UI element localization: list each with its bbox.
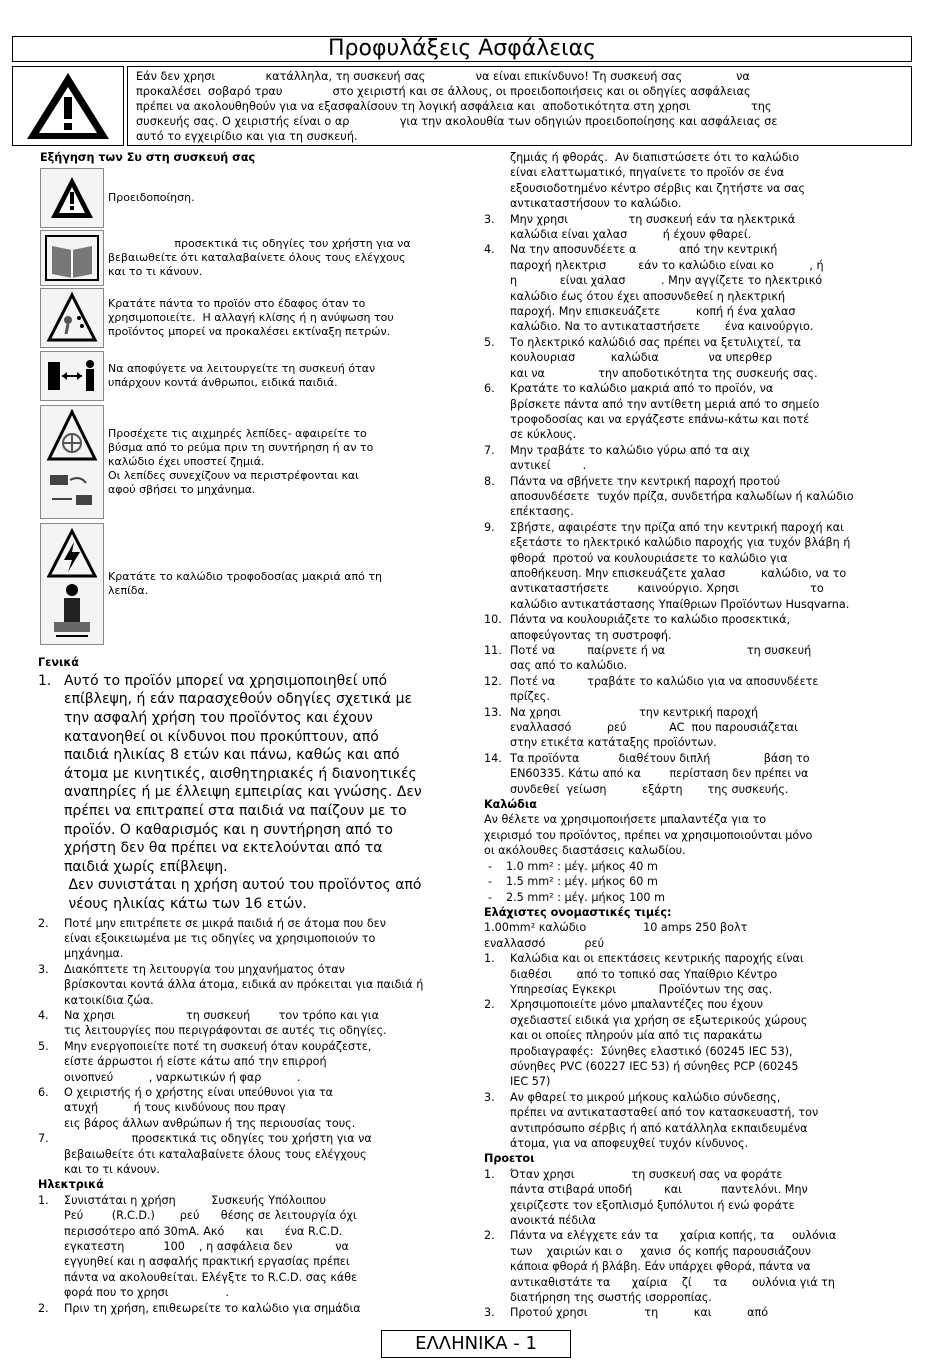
symbol-text: Κρατάτε πάντα το προϊόν στο έδαφος όταν το χρησιμοποιείτε. Η αλλαγή κλίσης ή η ανύψωση του προϊόντος μπορεί να προκαλέσει εκτίναξη πετρών. xyxy=(108,297,394,339)
symbol-row xyxy=(40,403,468,521)
list-item xyxy=(484,1305,924,1320)
item-number: 9. xyxy=(484,520,495,534)
symbol-row xyxy=(40,349,468,403)
list-item xyxy=(38,1008,468,1039)
list-item xyxy=(484,242,924,334)
list-item xyxy=(38,1131,468,1177)
item-number: 2. xyxy=(484,998,495,1012)
sharp-blades-icon xyxy=(40,405,104,519)
item-text: Σβήστε, αφαιρέστε την πρίζα από την κεντρική παροχή και εξετάστε το ηλεκτρικό καλώδιο παροχής για τυχόν βλάβη ή φθορά προτού να κουλουριάσετε το καλώδιο για αποθήκευση. Μην επισκευάζετε χαλασ καλώδιο, να το αντικαταστήσετε καινούργιο. Χρησι το καλώδιο αντικατάστασης Υπαίθριων Προϊόντων Husqvarna. xyxy=(510,520,851,611)
item-text: Το ηλεκτρικό καλώδιό σας πρέπει να ξετυλιχτεί, τα κουλουριασ καλώδια να υπερθερ και να την αποδοτικότητα της συσκευής σας. xyxy=(510,335,818,380)
item-number: 6. xyxy=(484,382,495,396)
item-text: Προτού χρησι τη και από xyxy=(510,1306,769,1320)
item-text: Πάντα να σβήνετε την κεντρική παροχή προτού αποσυνδέσετε τυχόν πρίζα, συνδετήρα καλωδίων ή καλώδιο επέκτασης. xyxy=(510,474,854,519)
item-text: Να την αποσυνδέετε α από την κεντρική παροχή ηλεκτρισ εάν το καλώδιο είναι κο , ή η είναι χαλασ . Μην αγγίζετε το ηλεκτρικό καλώδιο έως ότου έχει αποσυνδεθεί η ηλεκτρική παροχή. Μην επισκευάζετε κοπή ή ένα χαλασ καλώδιο. Να το αντικαταστήσετε ένα καινούργιο. xyxy=(510,243,824,334)
list-item: - 2.5 mm² : μέγ. μήκος 100 m xyxy=(488,890,665,904)
item-number: 1. xyxy=(484,952,495,966)
right-continuation-text: ζημιάς ή φθοράς. Αν διαπιστώσετε ότι το καλώδιο είναι ελαττωματικό, πηγαίνετε το προϊόν σε ένα εξουσιοδοτημένο κέντρο σέρβις και ζητήστε να σας αντικαταστήσουν το καλώδιο. xyxy=(510,151,806,211)
item-text: Όταν χρησι τη συσκευή σας να φοράτε πάντα στιβαρά υποδή και παντελόνι. Μην χειρίζεστε τον εξοπλισμό ξυπόλυτοι ή ενώ φοράτε ανοικτά πέδιλα xyxy=(510,1167,808,1228)
item-text: Να χρησι την κεντρική παροχή εναλλασσό ρεύ AC που παρουσιάζεται στην ετικέτα κατάταξης προϊόντων. xyxy=(510,705,798,750)
item-number: 5. xyxy=(38,1039,49,1053)
cables-title: Καλώδια xyxy=(484,798,537,812)
item-text: 2.5 mm² : μέγ. μήκος 100 m xyxy=(506,890,665,904)
item-text: Μην ενεργοποιείτε ποτέ τη συσκευή όταν κουράζεστε, είστε άρρωστοι ή είστε κάτω από την επιρροή οινοπνεύ , ναρκωτικών ή φαρ . xyxy=(64,1039,372,1084)
item-text: Να χρησι τη συσκευή τον τρόπο και για τις λειτουργίες που περιγράφονται σε αυτές τις οδηγίες. xyxy=(64,1008,387,1038)
item-text: Ο χειριστής ή ο χρήστης είναι υπεύθυνοι για τα ατυχή ή τους κινδύνους που πραγ εις βάρος άλλων ανθρώπων ή της περιουσίας τους. xyxy=(64,1086,356,1130)
list-item xyxy=(484,751,924,797)
list-item xyxy=(484,443,924,474)
item-number: 2. xyxy=(484,1229,495,1243)
warning-triangle-icon xyxy=(40,168,104,228)
item-text: Πάντα να κουλουριάζετε το καλώδιο προσεκτικά, αποφεύγοντας τη συστροφή. xyxy=(510,613,791,642)
manual-book-icon xyxy=(40,230,104,286)
page-footer-label: ΕΛΛΗΝΙΚΑ - 1 xyxy=(381,1330,571,1358)
symbol-text: Προσέχετε τις αιχμηρές λεπίδες- αφαιρείτε το βύσμα από το ρεύμα πριν τη συντήρηση ή αν το καλώδιο έχει υποστεί ζημιά. Οι λεπίδες συνεχίζουν να περιστρέφονται και αφού σβήσει το μηχάνημα. xyxy=(108,427,374,497)
list-item xyxy=(484,1167,924,1229)
list-item xyxy=(484,951,924,997)
symbol-text: προσεκτικά τις οδηγίες του χρήστη για να βεβαιωθείτε ότι καταλαβαίνετε όλους τους ελέγχους και το τι κάνουν. xyxy=(108,237,411,279)
symbol-text: Προειδοποίηση. xyxy=(108,191,195,205)
item-number: 3. xyxy=(484,1306,495,1320)
list-item: - 1.5 mm² : μέγ. μήκος 60 m xyxy=(488,875,658,889)
item-text: προσεκτικά τις οδηγίες του χρήστη για να βεβαιωθείτε ότι καταλαβαίνετε όλους τους ελέγχους και το τι κάνουν. xyxy=(64,1132,372,1177)
item-number: 8. xyxy=(484,474,495,488)
item-text: 1.0 mm² : μέγ. μήκος 40 m xyxy=(506,859,658,873)
item-number: 3. xyxy=(484,212,495,226)
list-item xyxy=(484,643,924,674)
symbol-row xyxy=(40,521,468,647)
item-number: 7. xyxy=(38,1132,49,1146)
list-item xyxy=(484,520,924,612)
general-title: Γενικά xyxy=(38,656,79,670)
item-text: Πριν τη χρήση, επιθεωρείτε το καλώδιο για σημάδια xyxy=(64,1301,361,1315)
symbols-list xyxy=(40,167,468,647)
item-number: 1. xyxy=(484,1167,495,1181)
list-item: - 1.0 mm² : μέγ. μήκος 40 m xyxy=(488,859,658,873)
item-text: Κρατάτε το καλώδιο μακριά από το προϊόν, να βρίσκετε πάντα από την αντίθετη μεριά από το σημείο τροφοδοσίας και να εργάζεστε επάνω-κάτω και ποτέ σε κύκλους. xyxy=(510,382,820,442)
list-item xyxy=(38,672,468,914)
item-number: 5. xyxy=(484,335,495,349)
item-number: 4. xyxy=(38,1008,49,1022)
item-number: 14. xyxy=(484,751,502,765)
cables-list xyxy=(484,859,924,905)
item-text: Μην τραβάτε το καλώδιο γύρω από τα αιχ αντικεί . xyxy=(510,443,750,473)
item-text: Αυτό το προϊόν μπορεί να χρησιμοποιηθεί υπό επίβλεψη, ή εάν παρασχεθούν οδηγίες σχετικά με την ασφαλή χρήση του προϊόντος και έχουν κατανοηθεί οι κίνδυνοι που προκύπτουν, από παιδιά ηλικίας 8 ετών και πάνω, καθώς και από άτομα με κινητικές, αισθητηριακές ή διανοητικές αναπηρίες ή με έλλειψη εμπειρίας και γνώσης. Δεν πρέπει να επιτραπεί στα παιδιά να παίζουν με το προϊόν. Ο καθαρισμός και η συντήρηση από το χρήστη δεν θα πρέπει να εκτελούνται από τα παιδιά χωρίς επίβλεψη. Δεν συνιστάται η χρήση αυτού του προϊόντος από νέους ηλικίας κάτω των 16 ετών. xyxy=(64,672,422,912)
list-item xyxy=(38,1039,468,1085)
intro-section xyxy=(12,66,912,148)
list-item xyxy=(38,916,468,962)
warning-triangle-icon xyxy=(13,67,123,145)
item-number: 2. xyxy=(38,916,49,930)
symbol-row xyxy=(40,229,468,287)
ratings-list xyxy=(484,951,924,1151)
item-number: 7. xyxy=(484,443,495,457)
item-number: 11. xyxy=(484,644,502,657)
list-item xyxy=(484,335,924,381)
list-item xyxy=(484,674,924,705)
intro-text: Εάν δεν χρησι κατάλληλα, τη συσκευή σας να είναι επικίνδυνο! Τη συσκευή σας να προκαλέσει σοβαρό τραυ στο χειριστή και σε άλλους, οι προειδοποιήσεις και οι οδηγίες ασφάλειας πρέπει να ακολουθηθούν για να εξασφαλίσουν τη λογική ασφάλεια και αποδοτικότητα στη χρησι της συσκευής σας. Ο χειριστής είναι ο αρ για την ακολουθία των οδηγιών προειδοποίησης και ασφάλειας σε αυτό το εγχειρίδιο και για τη συσκευή. xyxy=(127,66,912,146)
prep-list xyxy=(484,1167,924,1321)
item-text: Συνιστάται η χρήση Συσκευής Υπόλοιπου Ρεύ (R.C.D.) ρεύ θέσης σε λειτουργία όχι περισσότερο από 30mA. Ακό και ένα R.C.D. εγκατεστη 100 , η ασφάλεια δεν να εγγυηθεί και η ασφαλής πρακτική εργασίας πρέπει πάντα να ακολουθείται. Ελέγξτε το R.C.D. σας κάθε φορά που το χρησι . xyxy=(64,1193,358,1300)
item-text: Διακόπτετε τη λειτουργία του μηχανήματος όταν βρίσκονται κοντά άλλα άτομα, ειδικά αν πρόκειται για παιδιά ή κατοικίδια ζώα. xyxy=(64,962,424,1007)
symbol-text: Κρατάτε το καλώδιο τροφοδοσίας μακριά από τη λεπίδα. xyxy=(108,570,382,598)
general-list xyxy=(38,672,468,1178)
list-item xyxy=(484,1228,924,1305)
item-number: 1. xyxy=(38,1193,49,1207)
list-item xyxy=(484,997,924,1089)
left-column xyxy=(38,150,468,1316)
item-number: 3. xyxy=(38,962,49,976)
prep-title: Προετοι xyxy=(484,1152,535,1166)
list-item xyxy=(484,1090,924,1152)
item-number: 4. xyxy=(484,243,495,257)
list-item xyxy=(38,1193,468,1301)
page-title: Προφυλάξεις Ασφάλειας xyxy=(12,36,912,62)
item-text: Αν φθαρεί το μικρού μήκους καλώδιο σύνδεσης, πρέπει να αντικατασταθεί από τον κατασκευαστή, τον αντιπρόσωπο σέρβις ή από κατάλληλα εκπαιδευμένα άτομα, για να αποφευχθεί τυχόν κίνδυνος. xyxy=(510,1090,819,1150)
item-number: 6. xyxy=(38,1086,49,1099)
electric-shock-icon xyxy=(40,523,104,645)
symbol-row xyxy=(40,287,468,349)
symbol-text: Να αποφύγετε να λειτουργείτε τη συσκευή όταν υπάρχουν κοντά άνθρωποι, ειδικά παιδιά. xyxy=(108,362,376,390)
list-item xyxy=(484,212,924,243)
item-number: 12. xyxy=(484,674,502,688)
list-item xyxy=(484,612,924,643)
item-text: 1.5 mm² : μέγ. μήκος 60 m xyxy=(506,875,658,889)
item-text: Καλώδια και οι επεκτάσεις κεντρικής παροχής είναι διαθέσι από το τοπικό σας Υπαίθριο Κέντρο Υπηρεσίας Εγκεκρι Προϊόντων της σας. xyxy=(510,952,804,996)
electrical-list-continued xyxy=(484,212,924,797)
list-item xyxy=(484,474,924,520)
electrical-title: Ηλεκτρικά xyxy=(38,1178,104,1192)
electrical-list xyxy=(38,1193,468,1316)
thrown-objects-icon xyxy=(40,288,104,348)
item-text: Ποτέ να τραβάτε το καλώδιο για να αποσυνδέετε πρίζες. xyxy=(510,674,819,704)
ratings-title: Ελάχιστες ονομαστικές τιμές: xyxy=(484,905,672,919)
item-text: Ποτέ μην επιτρέπετε σε μικρά παιδιά ή σε άτομα που δεν είναι εξοικειωμένα με τις οδηγίες να χρησιμοποιούν το μηχάνημα. xyxy=(64,916,386,961)
item-text: Τα προϊόντα διαθέτουν διπλή βάση το EN60335. Κάτω από κα περίσταση δεν πρέπει να συνδεθεί γείωση εξάρτη της συσκευής. xyxy=(510,751,810,796)
right-column xyxy=(484,150,924,1321)
list-item xyxy=(38,1301,468,1316)
list-item xyxy=(484,705,924,751)
item-number: 10. xyxy=(484,613,502,627)
item-text: Πάντα να ελέγχετε εάν τα χαίρια κοπής, τα ουλόνια των χαιριών και ο χανισ ός κοπής παρουσιάζουν κάποια φθορά ή βλάβη. Εάν υπάρχει φθορά, πάντα να αντικαθιστάτε τα χαίρια ζί τα ουλόνια γιά τη διατήρηση της σωστής ισορροπίας. xyxy=(510,1229,837,1305)
item-text: Μην χρησι τη συσκευή εάν τα ηλεκτρικά καλώδια είναι χαλασ ή έχουν φθαρεί. xyxy=(510,212,796,242)
keep-distance-icon xyxy=(40,351,104,401)
list-item xyxy=(38,962,468,1008)
cables-text: Αν θέλετε να χρησιμοποιήσετε μπαλαντέζα για το χειρισμό του προϊόντος, πρέπει να χρησιμοποιούνται μόνο οι ακόλουθες διαστάσεις καλωδίου. xyxy=(484,813,813,858)
item-number: 13. xyxy=(484,705,502,719)
item-text: Χρησιμοποιείτε μόνο μπαλαντέζες που έχουν σχεδιαστεί ειδικά για χρήση σε εξωτερικούς χώρους και οι οποίες πληρούν μία από τις παρακάτω προδιαγραφές: Σύνηθες ελαστικό (60245 IEC 53), σύνηθες PVC (60227 IEC 53) ή σύνηθες PCP (60245 IEC 57) xyxy=(510,998,808,1089)
item-number: 2. xyxy=(38,1301,49,1315)
list-item xyxy=(484,381,924,443)
ratings-text: 1.00mm² καλώδιο 10 amps 250 βολτ εναλλασσό ρεύ xyxy=(484,921,748,950)
item-number: 3. xyxy=(484,1090,495,1104)
item-text: Ποτέ να παίρνετε ή να τη συσκευή σας από το καλώδιο. xyxy=(510,644,812,673)
list-item xyxy=(38,1085,468,1131)
intro-warning-box xyxy=(12,66,124,146)
item-number: 1. xyxy=(38,672,52,689)
symbol-row xyxy=(40,167,468,229)
symbols-title: Εξήγηση των Συ στη συσκευή σας xyxy=(40,151,256,164)
